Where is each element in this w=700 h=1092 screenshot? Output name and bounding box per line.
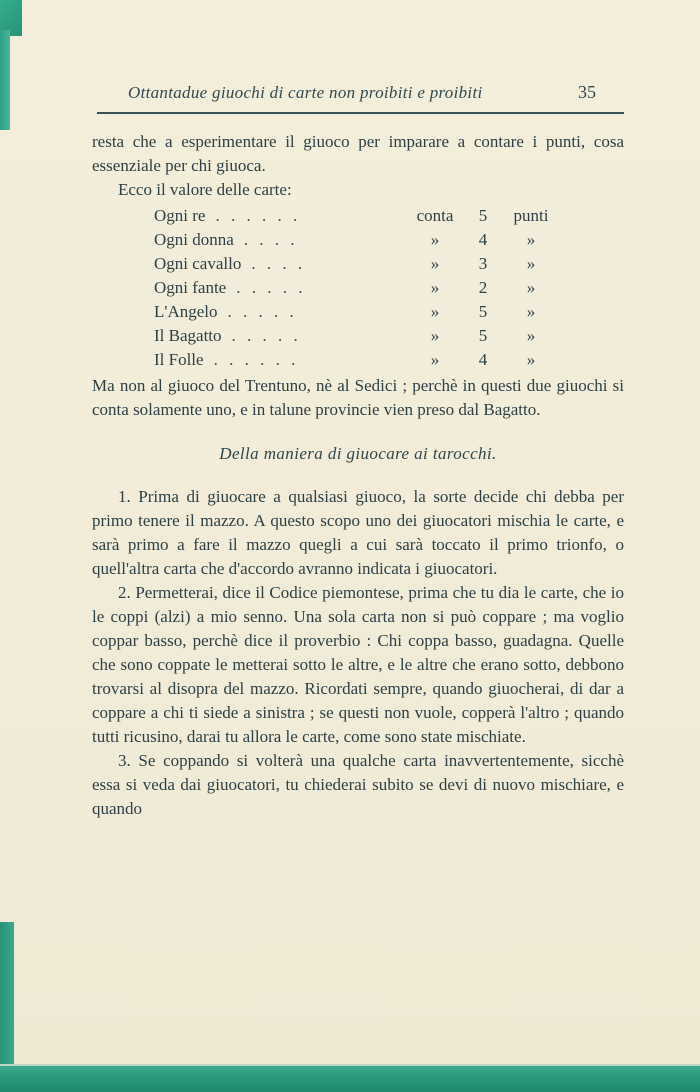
- card-value-row: [154, 348, 562, 372]
- dot-leader: . . . . . .: [213, 350, 296, 369]
- page-number: 35: [578, 82, 596, 102]
- card-value-row: [154, 276, 562, 300]
- point-value: 4: [478, 230, 488, 249]
- dot-leader: . . . . .: [227, 302, 294, 321]
- header-rule: [97, 112, 624, 114]
- dot-leader: . . . . . .: [215, 206, 298, 225]
- card-value-row: [154, 204, 562, 228]
- running-title: Ottantadue giuochi di carte non proibiti e proibiti: [128, 83, 483, 102]
- ditto-mark: »: [430, 230, 440, 249]
- ditto-mark: »: [526, 254, 536, 273]
- paragraph-intro-values: Ecco il valore delle carte:: [118, 180, 292, 199]
- ditto-mark: »: [526, 326, 536, 345]
- scan-edge-left-lower: [0, 922, 14, 1072]
- card-name: Ogni donna: [154, 230, 234, 249]
- ditto-mark: »: [526, 230, 536, 249]
- card-value-row: [154, 324, 562, 348]
- point-value: 5: [478, 302, 488, 321]
- page-header: [128, 82, 596, 103]
- ditto-mark: »: [430, 302, 440, 321]
- card-name: Ogni fante: [154, 278, 227, 297]
- paragraph-numbered-1: 1. Prima di giuocare a qualsiasi giuoco, la sorte decide chi debba per primo tenere il mazzo. A questo scopo uno dei giuocatori mischia le carte, e sarà primo a fare il mazzo quegli a cui sarà toccato il primo trionfo, o quell'altra carta che d'accordo avranno indicata i giuocatori.: [92, 487, 624, 578]
- dot-leader: . . . . .: [231, 326, 298, 345]
- card-value-row: [154, 252, 562, 276]
- point-value: 2: [478, 278, 488, 297]
- card-value-row: [154, 300, 562, 324]
- point-value: 4: [478, 350, 488, 369]
- paragraph-numbered-3: 3. Se coppando si volterà una qualche carta inavvertentemente, sicchè essa si veda dai giuocatori, tu chiederai subito se devi di nuovo mischiare, e quando: [92, 751, 624, 818]
- ditto-mark: »: [430, 254, 440, 273]
- card-name: Il Bagatto: [154, 326, 222, 345]
- dot-leader: . . . . .: [236, 278, 303, 297]
- paragraph: Ma non al giuoco del Trentuno, nè al Sedici ; perchè in questi due giuochi si conta solamente uno, e in talune provincie vien preso dal Bagatto.: [92, 376, 624, 419]
- card-name: L'Angelo: [154, 302, 218, 321]
- body-text: [92, 130, 624, 821]
- card-value-row: [154, 228, 562, 252]
- ditto-mark: »: [430, 326, 440, 345]
- ditto-mark: »: [430, 350, 440, 369]
- point-value: 3: [478, 254, 488, 273]
- dot-leader: . . . .: [243, 230, 295, 249]
- ditto-mark: »: [430, 278, 440, 297]
- scan-edge-left-upper: [0, 30, 10, 130]
- ditto-mark: »: [526, 302, 536, 321]
- unit-word: punti: [513, 206, 549, 225]
- card-name: Il Folle: [154, 350, 204, 369]
- scan-edge-bottom: [0, 1064, 700, 1092]
- paragraph-continuation: resta che a esperimentare il giuoco per imparare a contare i punti, cosa essenziale per chi giuoca.: [92, 132, 624, 175]
- point-value: 5: [478, 326, 488, 345]
- ditto-mark: »: [526, 350, 536, 369]
- paragraph-numbered-2: 2. Permetterai, dice il Codice piemontese, prima che tu dia le carte, che io le coppi (alzi) a mio senno. Una sola carta non si può coppare ; ma voglio coppar basso, perchè dice il proverbio : Chi coppa basso, guadagna. Quelle che sono coppate le metterai sotto le altre, e le altre che erano sotto, debbono trovarsi al disopra del mazzo. Ricordati sempre, quando giuocherai, di dar a coppare a chi ti siede a sinistra ; se questi non vuole, copperà l'altro ; quando tutti ricusino, darai tu allora le carte, come sono state mischiate.: [92, 583, 624, 746]
- point-value: 5: [478, 206, 488, 225]
- section-heading: Della maniera di giuocare ai tarocchi.: [219, 444, 497, 463]
- dot-leader: . . . .: [251, 254, 303, 273]
- conta-word: conta: [416, 206, 454, 225]
- card-values-table: [154, 204, 562, 372]
- ditto-mark: »: [526, 278, 536, 297]
- card-name: Ogni re: [154, 206, 206, 225]
- card-name: Ogni cavallo: [154, 254, 242, 273]
